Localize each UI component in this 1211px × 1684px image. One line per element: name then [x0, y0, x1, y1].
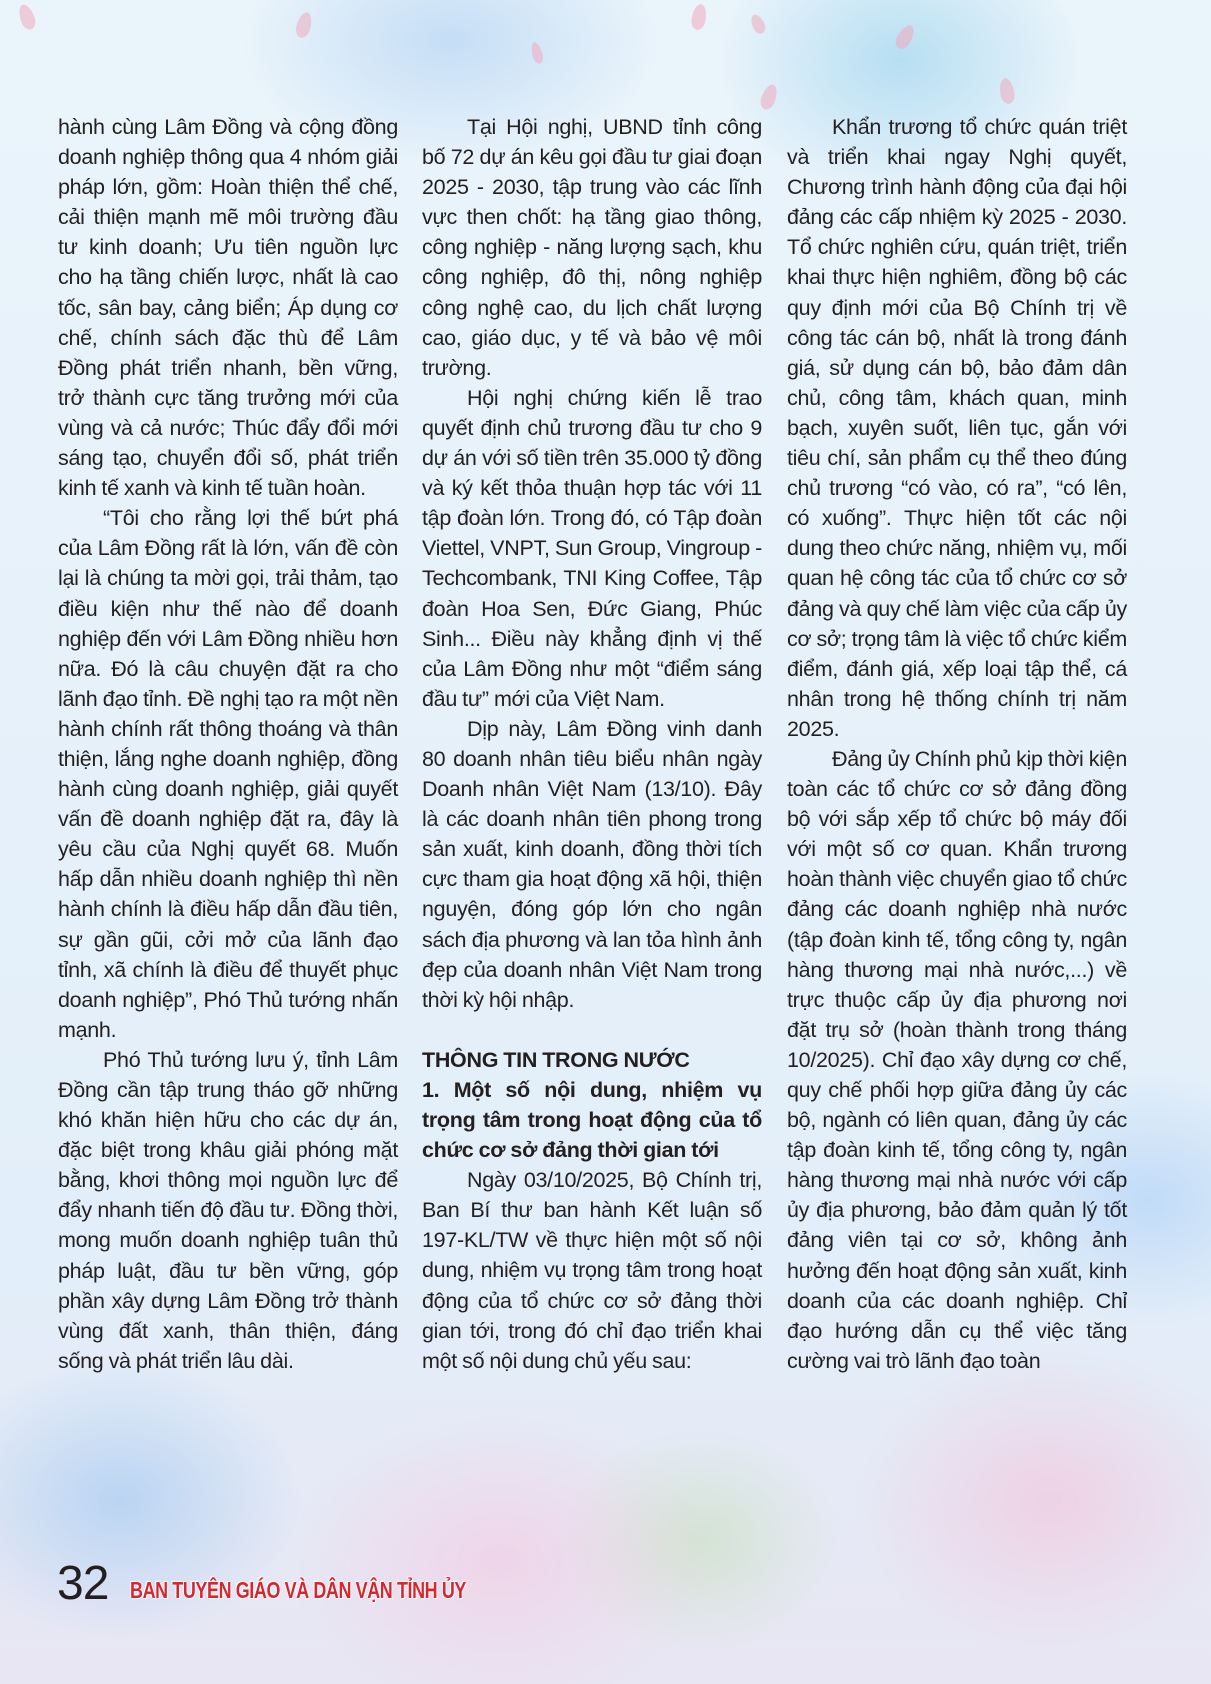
petal-decoration: [690, 3, 708, 31]
petal-decoration: [892, 22, 917, 52]
petal-decoration: [529, 41, 544, 65]
publication-name: BAN TUYÊN GIÁO VÀ DÂN VẬN TỈNH ỦY: [130, 1577, 467, 1603]
paragraph: hành cùng Lâm Đồng và cộng đồng doanh nghiệp thông qua 4 nhóm giải pháp lớn, gồm: Hoàn thiện thể chế, cải thiện mạnh mẽ môi trường đầu tư kinh doanh; Ưu tiên nguồn lực cho hạ tầng chiến lược, nhất là cao tốc, sân bay, cảng biển; Áp dụng cơ chế, chính sách đặc thù để Lâm Đồng phát triển nhanh, bền vững, trở thành cực tăng trưởng mới của vùng và cả nước; Thúc đẩy đổi mới sáng tạo, chuyển đổi số, phát triển kinh tế xanh và kinh tế tuần hoàn.: [58, 115, 398, 501]
petal-decoration: [998, 77, 1016, 105]
paragraph: “Tôi cho rằng lợi thế bứt phá của Lâm Đồng rất là lớn, vấn đề còn lại là chúng ta mời gọi, trải thảm, tạo điều kiện như thế nào để doanh nghiệp đến với Lâm Đồng nhiều hơn nữa. Đó là câu chuyện đặt ra cho lãnh đạo tỉnh. Đề nghị tạo ra một nền hành chính rất thông thoáng và thân thiện, lắng nghe doanh nghiệp, đồng hành cùng doanh nghiệp, giải quyết vấn đề doanh nghiệp đặt ra, đây là yêu cầu của Nghị quyết 68. Muốn hấp dẫn nhiều doanh nghiệp thì nền hành chính là điều hấp dẫn đầu tiên, sự gần gũi, cởi mở của lãnh đạo tỉnh, xã chính là điều để thuyết phục doanh nghiệp”, Phó Thủ tướng nhấn mạnh.: [58, 506, 398, 1042]
paragraph: Khẩn trương tổ chức quán triệt và triển khai ngay Nghị quyết, Chương trình hành động của đại hội đảng các cấp nhiệm kỳ 2025 - 2030. Tổ chức nghiên cứu, quán triệt, triển khai thực hiện nghiêm, đồng bộ các quy định mới của Bộ Chính trị về công tác cán bộ, nhất là trong đánh giá, sử dụng cán bộ, bảo đảm dân chủ, công tâm, khách quan, minh bạch, xuyên suốt, liên tục, gắn với tiêu chí, sản phẩm cụ thể theo đúng chủ trương “có vào, có ra”, “có lên, có xuống”. Thực hiện tốt các nội dung theo chức năng, nhiệm vụ, mối quan hệ công tác của tổ chức cơ sở đảng và quy chế làm việc của cấp ủy cơ sở; trọng tâm là việc tổ chức kiểm điểm, đánh giá, xếp loại tập thể, cá nhân trong hệ thống chính trị năm 2025.: [787, 115, 1127, 741]
paragraph: Dịp này, Lâm Đồng vinh danh 80 doanh nhân tiêu biểu nhân ngày Doanh nhân Việt Nam (13/10). Đây là các doanh nhân tiên phong trong sản xuất, kinh doanh, đồng thời tích cực tham gia hoạt động xã hội, thiện nguyện, đóng góp lớn cho ngân sách địa phương và lan tỏa hình ảnh đẹp của doanh nhân Việt Nam trong thời kỳ hội nhập.: [422, 716, 762, 1012]
page-footer: [57, 1557, 561, 1610]
text-column-right: [787, 112, 1127, 1376]
petal-decoration: [16, 2, 38, 31]
sub-heading: 1. Một số nội dung, nhiệm vụ trọng tâm trong hoạt động của tổ chức cơ sở đảng thời gian tới: [422, 1077, 762, 1163]
paragraph: Hội nghị chứng kiến lễ trao quyết định chủ trương đầu tư cho 9 dự án với số tiền trên 35.000 tỷ đồng và ký kết thỏa thuận hợp tác với 11 tập đoàn lớn. Trong đó, có Tập đoàn Viettel, VNPT, Sun Group, Vingroup - Techcombank, TNI King Coffee, Tập đoàn Hoa Sen, Đức Giang, Phúc Sinh... Điều này khẳng định vị thế của Lâm Đồng như một “điểm sáng đầu tư” mới của Việt Nam.: [422, 385, 762, 711]
page-number: 32: [57, 1557, 109, 1610]
paragraph: Phó Thủ tướng lưu ý, tỉnh Lâm Đồng cần tập trung tháo gỡ những khó khăn hiện hữu cho các dự án, đặc biệt trong khâu giải phóng mặt bằng, khơi thông mọi nguồn lực để đẩy nhanh tiến độ đầu tư. Đồng thời, mong muốn doanh nghiệp tuân thủ pháp luật, đầu tư bền vững, góp phần xây dựng Lâm Đồng trở thành vùng đất xanh, thân thiện, đáng sống và phát triển lâu dài.: [58, 1047, 398, 1373]
text-column-middle: [422, 112, 762, 1376]
petal-decoration: [758, 82, 780, 111]
paragraph: Tại Hội nghị, UBND tỉnh công bố 72 dự án kêu gọi đầu tư giai đoạn 2025 - 2030, tập trung vào các lĩnh vực then chốt: hạ tầng giao thông, công nghiệp - năng lượng sạch, khu công nghiệp, đô thị, nông nghiệp công nghệ cao, du lịch chất lượng cao, giáo dục, y tế và bảo vệ môi trường.: [422, 115, 762, 380]
text-column-left: [58, 112, 398, 1376]
paragraph: Ngày 03/10/2025, Bộ Chính trị, Ban Bí thư ban hành Kết luận số 197-KL/TW về thực hiện một số nội dung, nhiệm vụ trọng tâm trong hoạt động của tổ chức cơ sở đảng thời gian tới, trong đó chỉ đạo triển khai một số nội dung chủ yếu sau:: [422, 1168, 762, 1373]
paragraph: Đảng ủy Chính phủ kịp thời kiện toàn các tổ chức cơ sở đảng đồng bộ với sắp xếp tổ chức bộ máy đối với một số cơ quan. Khẩn trương hoàn thành việc chuyển giao tổ chức đảng các doanh nghiệp nhà nước (tập đoàn kinh tế, tổng công ty, ngân hàng thương mại nhà nước,...) về trực thuộc cấp ủy địa phương nơi đặt trụ sở (hoàn thành trong tháng 10/2025). Chỉ đạo xây dựng cơ chế, quy chế phối hợp giữa đảng ủy các bộ, ngành có liên quan, đảng ủy các tập đoàn kinh tế, tổng công ty, ngân hàng thương mại nhà nước với cấp ủy địa phương, bảo đảm quản lý tốt đảng viên tại cơ sở, không ảnh hưởng đến hoạt động sản xuất, kinh doanh của các doanh nghiệp. Chỉ đạo hướng dẫn cụ thể việc tăng cường vai trò lãnh đạo toàn: [787, 746, 1127, 1373]
section-heading: THÔNG TIN TRONG NƯỚC: [422, 1047, 690, 1072]
petal-decoration: [748, 12, 767, 35]
petal-decoration: [294, 11, 314, 40]
